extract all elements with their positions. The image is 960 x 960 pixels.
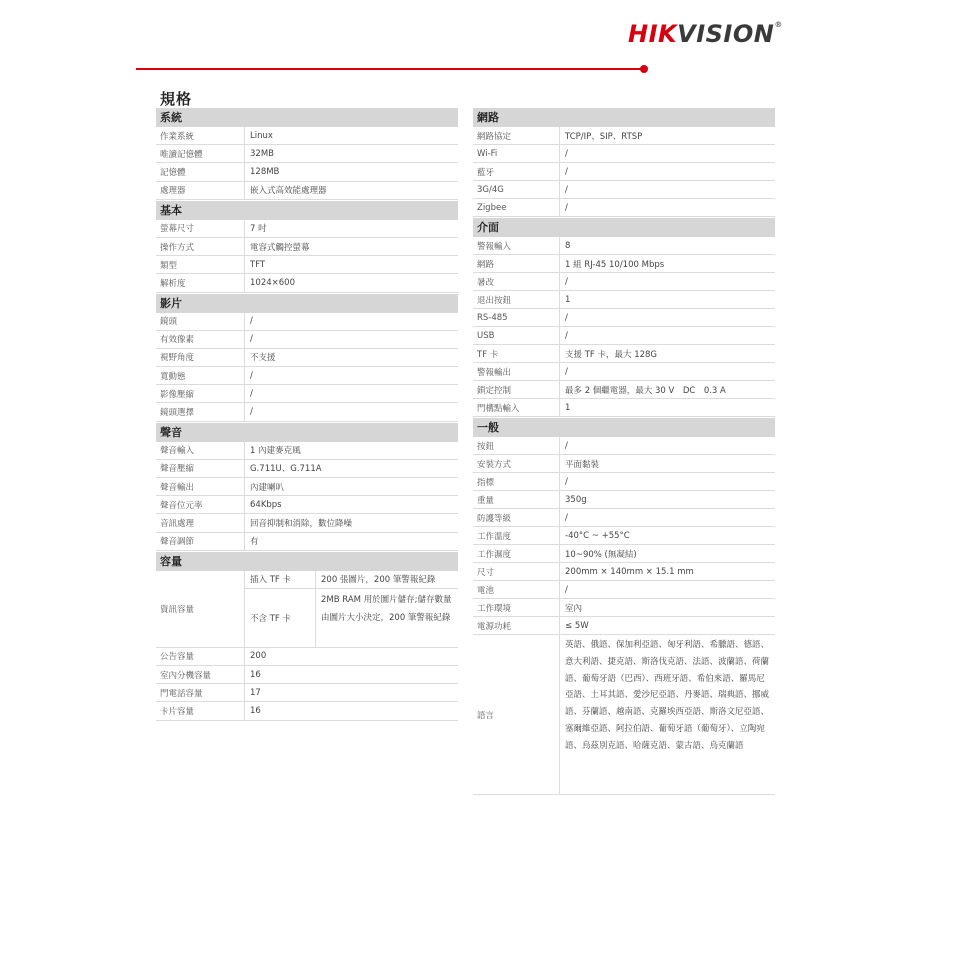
spec-row (156, 182, 458, 200)
spec-row (473, 345, 775, 363)
spec-row (473, 363, 775, 381)
spec-row (156, 238, 458, 256)
spec-row (473, 291, 775, 309)
spec-value: 32MB (244, 145, 458, 162)
spec-value: 8 (559, 237, 775, 254)
spec-key: 網路 (477, 259, 495, 270)
spec-key: 寬動態 (160, 371, 186, 382)
spec-key: 指標 (477, 477, 495, 488)
spec-key: 工作溫度 (477, 531, 512, 542)
spec-value: 不支援 (244, 349, 458, 366)
spec-key: 鏡頭 (160, 317, 178, 328)
spec-value: / (559, 199, 775, 216)
spec-value: 1 (559, 399, 775, 416)
spec-row (473, 563, 775, 581)
spec-key: 記憶體 (160, 167, 186, 178)
spec-key: 公告容量 (160, 652, 195, 663)
spec-key: 螢幕尺寸 (160, 224, 195, 235)
spec-row (473, 509, 775, 527)
spec-key: 重量 (477, 495, 495, 506)
spec-value: Linux (244, 127, 458, 144)
spec-row (473, 381, 775, 399)
spec-key: 作業系統 (160, 131, 195, 142)
spec-value: 16 (244, 702, 458, 719)
spec-row (473, 527, 775, 545)
spec-key: TF 卡 (477, 349, 499, 360)
spec-key: 3G/4G (477, 184, 504, 195)
page-title: 規格 (160, 90, 193, 108)
spec-row (156, 349, 458, 367)
spec-row (156, 127, 458, 145)
spec-value: 內建喇叭 (244, 478, 458, 495)
section-network: 網路 (473, 108, 775, 127)
spec-key: 聲音位元率 (160, 500, 203, 511)
spec-row (473, 399, 775, 417)
spec-value: 支援 TF 卡，最大 128G (559, 345, 775, 362)
spec-key: 藍牙 (477, 167, 495, 178)
spec-value: ≤ 5W (559, 617, 775, 634)
spec-value: 英語、俄語、保加利亞語、匈牙利語、希臘語、德語、意大利語、捷克語、斯洛伐克語、法語、波蘭語、荷蘭語、葡萄牙語（巴西）、西班牙語、希伯來語、羅馬尼亞語、土耳其語、愛沙尼亞語、丹麥語、瑞典語、挪威語、芬蘭語、越南語、克羅埃西亞語、斯洛文尼亞語、塞爾維亞語、阿拉伯語、葡萄牙語（葡萄牙）、立陶宛語、烏茲別克語、哈薩克語、蒙古語、烏克蘭語 (559, 635, 775, 794)
spec-row (473, 199, 775, 217)
section-interface: 介面 (473, 218, 775, 237)
spec-value: 有 (244, 533, 458, 550)
spec-value: 128MB (244, 163, 458, 180)
spec-value: / (559, 363, 775, 380)
spec-value: 64Kbps (244, 496, 458, 513)
spec-row (473, 255, 775, 273)
spec-value: 1 (559, 291, 775, 308)
spec-row (473, 273, 775, 291)
spec-row (156, 274, 458, 292)
spec-subkey: 不含 TF 卡 (250, 613, 291, 624)
spec-key: 暑改 (477, 277, 495, 288)
spec-value: / (559, 145, 775, 162)
spec-row (156, 163, 458, 181)
spec-key: 網路協定 (477, 131, 512, 142)
spec-value: 16 (244, 666, 458, 683)
spec-row (473, 237, 775, 255)
spec-key: Wi-Fi (477, 148, 498, 159)
spec-key: 解析度 (160, 278, 186, 289)
spec-key: 電池 (477, 585, 495, 596)
spec-row (473, 309, 775, 327)
section-video: 影片 (156, 294, 458, 313)
spec-row (156, 403, 458, 421)
spec-value: / (559, 163, 775, 180)
spec-value: 嵌入式高效能處理器 (244, 182, 458, 199)
spec-row (156, 684, 458, 702)
spec-value: 室內 (559, 599, 775, 616)
spec-value: 回音抑制和消除，數位降噪 (244, 514, 458, 531)
spec-value: / (559, 473, 775, 490)
spec-key: 卡片容量 (160, 706, 195, 717)
spec-key: 鎖定控制 (477, 385, 512, 396)
spec-value: / (559, 581, 775, 598)
spec-value: / (559, 437, 775, 454)
hikvision-logo: HIKVISION® (628, 20, 783, 48)
spec-value: 1024×600 (244, 274, 458, 291)
spec-value: 350g (559, 491, 775, 508)
spec-key: 操作方式 (160, 242, 195, 253)
spec-key: 門電話容量 (160, 688, 203, 699)
spec-key: 電源功耗 (477, 621, 512, 632)
spec-row (156, 145, 458, 163)
spec-key: 語言 (477, 710, 495, 721)
spec-value: 200 (244, 648, 458, 665)
spec-value: / (244, 367, 458, 384)
spec-key: Zigbee (477, 202, 507, 213)
spec-key: 安裝方式 (477, 459, 512, 470)
spec-key: 聲音壓縮 (160, 464, 195, 475)
spec-value: 200 張圖片，200 筆警報紀錄 (316, 571, 458, 589)
spec-value: 2MB RAM 用於圖片儲存;儲存數量由圖片大小決定，200 筆警報紀錄 (321, 594, 452, 624)
spec-row (473, 599, 775, 617)
spec-value: 平面黏裝 (559, 455, 775, 472)
spec-row (156, 460, 458, 478)
spec-key: 室內分機容量 (160, 670, 212, 681)
spec-value: / (244, 331, 458, 348)
spec-value: 電容式觸控螢幕 (244, 238, 458, 255)
spec-row (473, 491, 775, 509)
spec-row (473, 581, 775, 599)
spec-key: 音訊處理 (160, 518, 195, 529)
spec-key: 工作濕度 (477, 549, 512, 560)
spec-key: 警報輸出 (477, 367, 512, 378)
left-spec-column (156, 107, 458, 721)
spec-value: / (559, 309, 775, 326)
spec-row (473, 617, 775, 635)
spec-key: 影像壓縮 (160, 389, 195, 400)
spec-row (156, 648, 458, 666)
spec-key: 聲音輸出 (160, 482, 195, 493)
spec-key: 按鈕 (477, 441, 495, 452)
spec-value: / (559, 509, 775, 526)
spec-key: 防護等級 (477, 513, 512, 524)
spec-key: RS-485 (477, 312, 508, 323)
right-spec-column (473, 107, 775, 795)
spec-row (473, 181, 775, 199)
spec-value: TFT (244, 256, 458, 273)
spec-row (473, 145, 775, 163)
spec-key: 退出按鈕 (477, 295, 512, 306)
spec-row (473, 127, 775, 145)
spec-value: / (244, 313, 458, 330)
spec-row (156, 256, 458, 274)
spec-value: / (559, 327, 775, 344)
spec-key: 尺寸 (477, 567, 495, 578)
section-basic: 基本 (156, 201, 458, 220)
spec-key: 類型 (160, 260, 178, 271)
spec-row (473, 327, 775, 345)
spec-key: 警報輸入 (477, 241, 512, 252)
spec-key: 視野角度 (160, 353, 195, 364)
header-rule-dot (640, 65, 648, 73)
spec-value: 17 (244, 684, 458, 701)
spec-key: 唯讀記憶體 (160, 149, 203, 160)
spec-value: 200mm × 140mm × 15.1 mm (559, 563, 775, 580)
spec-row (156, 367, 458, 385)
spec-row (473, 163, 775, 181)
spec-value: / (559, 273, 775, 290)
header-rule (136, 68, 644, 70)
spec-value: 10~90% (無凝結) (559, 545, 775, 562)
spec-row (156, 385, 458, 403)
spec-key: 資訊容量 (160, 604, 195, 615)
spec-row (156, 496, 458, 514)
spec-key: 鏡頭選擇 (160, 408, 195, 419)
spec-key: 聲音輸入 (160, 446, 195, 457)
spec-value: G.711U、G.711A (244, 460, 458, 477)
spec-row (473, 455, 775, 473)
spec-row (156, 514, 458, 532)
spec-value: 7 吋 (244, 220, 458, 237)
spec-value: -40°C ~ +55°C (559, 527, 775, 544)
spec-value: 1 組 RJ-45 10/100 Mbps (559, 255, 775, 272)
spec-key: 處理器 (160, 186, 186, 197)
spec-row (156, 533, 458, 551)
spec-subkey: 插入 TF 卡 (245, 571, 315, 589)
spec-row (156, 442, 458, 460)
spec-row (156, 331, 458, 349)
section-capacity: 容量 (156, 552, 458, 571)
spec-row (156, 220, 458, 238)
spec-row (156, 702, 458, 720)
spec-key: 聲音調節 (160, 537, 195, 548)
info-capacity-row (156, 571, 458, 648)
spec-key: 門構點輸入 (477, 403, 520, 414)
spec-value: / (244, 385, 458, 402)
section-audio: 聲音 (156, 423, 458, 442)
spec-row (473, 545, 775, 563)
spec-key: 有效像素 (160, 335, 195, 346)
spec-value: 1 內建麥克風 (244, 442, 458, 459)
section-system: 系統 (156, 108, 458, 127)
spec-row (156, 666, 458, 684)
spec-value: TCP/IP、SIP、RTSP (559, 127, 775, 144)
spec-row (156, 478, 458, 496)
spec-key: USB (477, 330, 495, 341)
spec-value: / (244, 403, 458, 420)
language-row (473, 635, 775, 795)
section-general: 一般 (473, 418, 775, 437)
spec-row (473, 473, 775, 491)
spec-row (473, 437, 775, 455)
spec-row (156, 313, 458, 331)
spec-value: / (559, 181, 775, 198)
spec-value: 最多 2 個繼電器，最大 30 V DC 0.3 A (559, 381, 775, 398)
spec-key: 工作環境 (477, 603, 512, 614)
